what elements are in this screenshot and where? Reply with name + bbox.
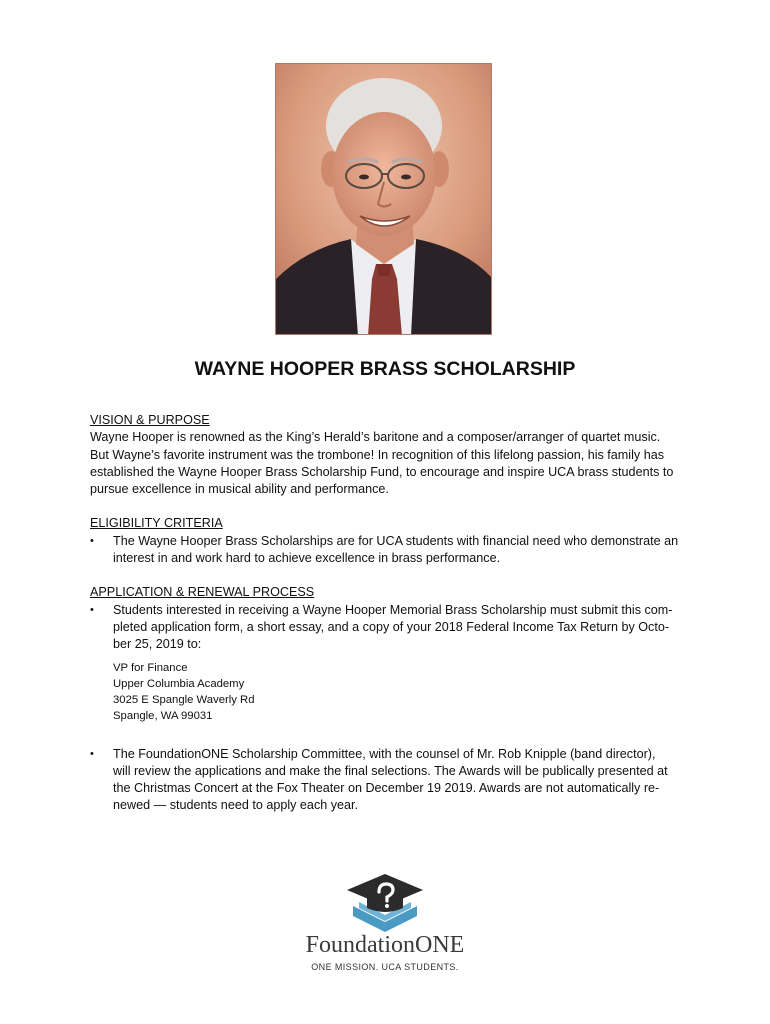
document-body [90,412,690,832]
bullet-line: The FoundationONE Scholarship Committee, with the counsel of Mr. Rob Knipple (band director), [113,746,656,761]
application-heading: APPLICATION & RENEWAL PROCESS [90,585,315,600]
application-list-2 [90,746,690,815]
bullet-icon: • [90,747,94,760]
logo-wordmark: FoundationONE [305,932,465,958]
vision-section [90,412,690,498]
mailing-address [113,660,690,724]
bullet-line: ber 25, 2019 to: [113,637,202,652]
vision-line: Wayne Hooper is renowned as the King’s Herald’s baritone and a composer/arranger of quartet music. [90,430,661,445]
address-line: Spangle, WA 99031 [113,709,213,722]
vision-line: But Wayne’s favorite instrument was the trombone! In recognition of this lifelong passion, his family has [90,447,664,462]
logo-tagline: ONE MISSION. UCA STUDENTS. [311,962,459,972]
eligibility-section [90,515,690,567]
list-item [90,533,690,568]
application-section [90,584,690,814]
bullet-icon: • [90,603,94,616]
bullet-line: interest in and work hard to achieve excellence in brass performance. [113,551,501,566]
application-list [90,602,690,654]
foundationone-logo [290,872,480,982]
vision-line: pursue excellence in musical ability and performance. [90,482,389,497]
eligibility-heading: ELIGIBILITY CRITERIA [90,516,223,531]
vision-heading: VISION & PURPOSE [90,413,210,427]
bullet-icon: • [90,534,94,547]
portrait-photo [275,63,492,335]
list-item [90,602,690,654]
bullet-line: the Christmas Concert at the Fox Theater on December 19 2019. Awards are not automatically re- [113,781,660,796]
vision-line: established the Wayne Hooper Brass Scholarship Fund, to encourage and inspire UCA brass students to [90,464,674,479]
bullet-line: newed — students need to apply each year. [113,798,359,813]
address-line: Upper Columbia Academy [113,677,245,690]
page-title: WAYNE HOOPER BRASS SCHOLARSHIP [194,358,576,380]
address-line: 3025 E Spangle Waverly Rd [113,693,255,706]
bullet-line: will review the applications and make the final selections. The Awards will be publically presented at [113,763,668,778]
bullet-line: Students interested in receiving a Wayne Hooper Memorial Brass Scholarship must submit this com- [113,602,673,617]
address-line: VP for Finance [113,661,188,674]
bullet-line: The Wayne Hooper Brass Scholarships are for UCA students with financial need who demonstrate an [113,533,679,548]
bullet-line: pleted application form, a short essay, and a copy of your 2018 Federal Income Tax Return by Octo- [113,619,670,634]
graduation-cap-icon [345,872,425,939]
eligibility-list [90,533,690,568]
list-item [90,746,690,815]
